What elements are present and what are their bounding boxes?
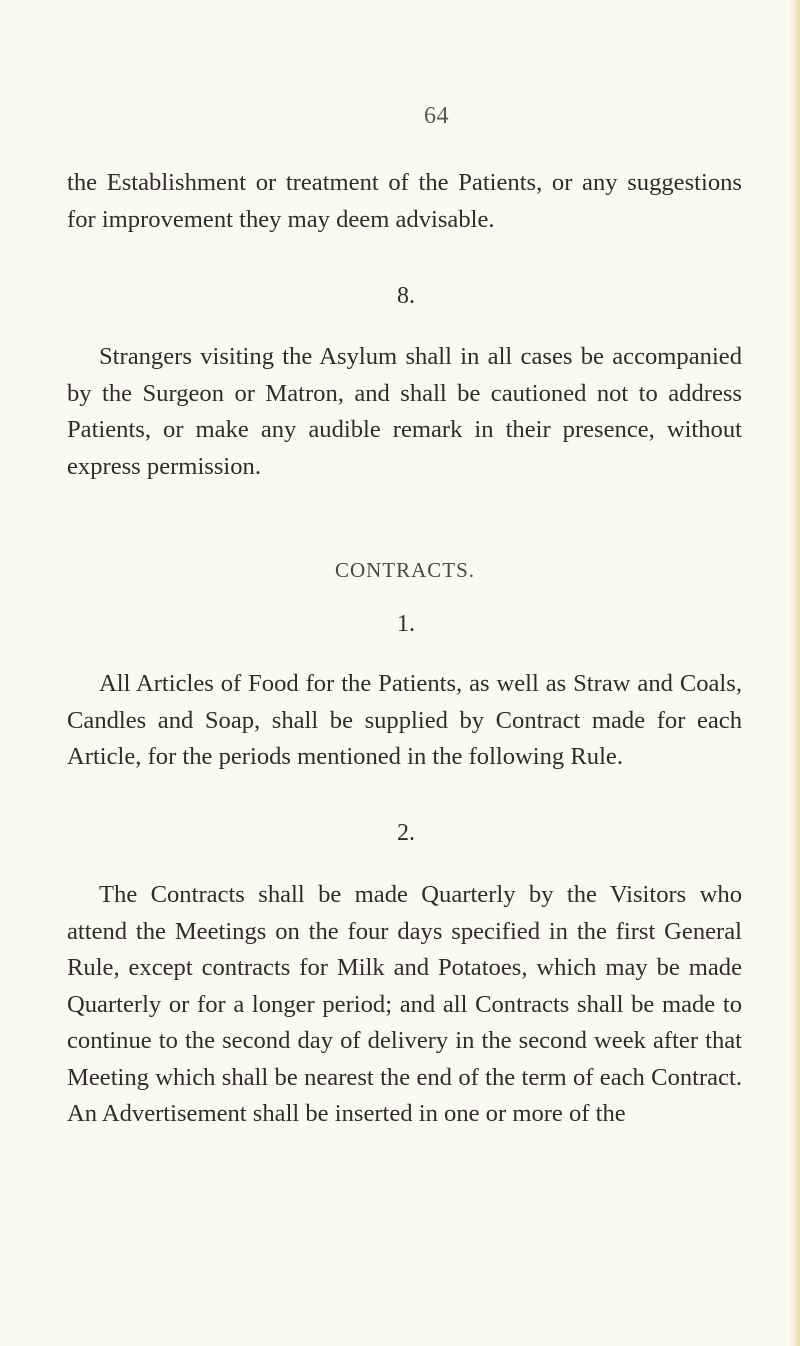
rule-number-8: 8.: [397, 283, 415, 309]
contract-rule-1-text: All Articles of Food for the Patients, as well as Straw and Coals, Candles and Soap, shall be supplied by Contract made for each Article, for the periods mentioned in the following Rule.: [67, 670, 742, 770]
contract-rule-2-text: The Contracts shall be made Quarterly by the Visitors who attend the Meetings on the four days specified in the first General Rule, except contracts for Milk and Potatoes, which may be made Quarterly or for a longer period; and all Contracts shall be made to continue to the second day of delivery in the second week after that Meeting which shall be nearest the end of the term of each Contract. An Advertisement shall be inserted in one or more of the: [67, 881, 742, 1127]
contract-rule-number-1: 1.: [397, 611, 415, 637]
contract-rule-2-paragraph: [67, 877, 742, 1133]
rule-8-paragraph: [67, 339, 742, 485]
rule-8-text: Strangers visiting the Asylum shall in all cases be accompanied by the Surgeon or Matron, and shall be cautioned not to address Patients, or make any audible remark in their presence, without express permission.: [67, 343, 742, 480]
page-edge: [790, 0, 800, 1346]
contract-rule-1-paragraph: [67, 666, 742, 776]
section-heading-contracts: CONTRACTS.: [334, 558, 476, 582]
page-number: 64: [424, 103, 449, 129]
continuation-paragraph: the Establishment or treatment of the Patients, or any suggestions for improvement they may deem advisable.: [67, 169, 742, 233]
contract-rule-number-2: 2.: [397, 820, 415, 846]
